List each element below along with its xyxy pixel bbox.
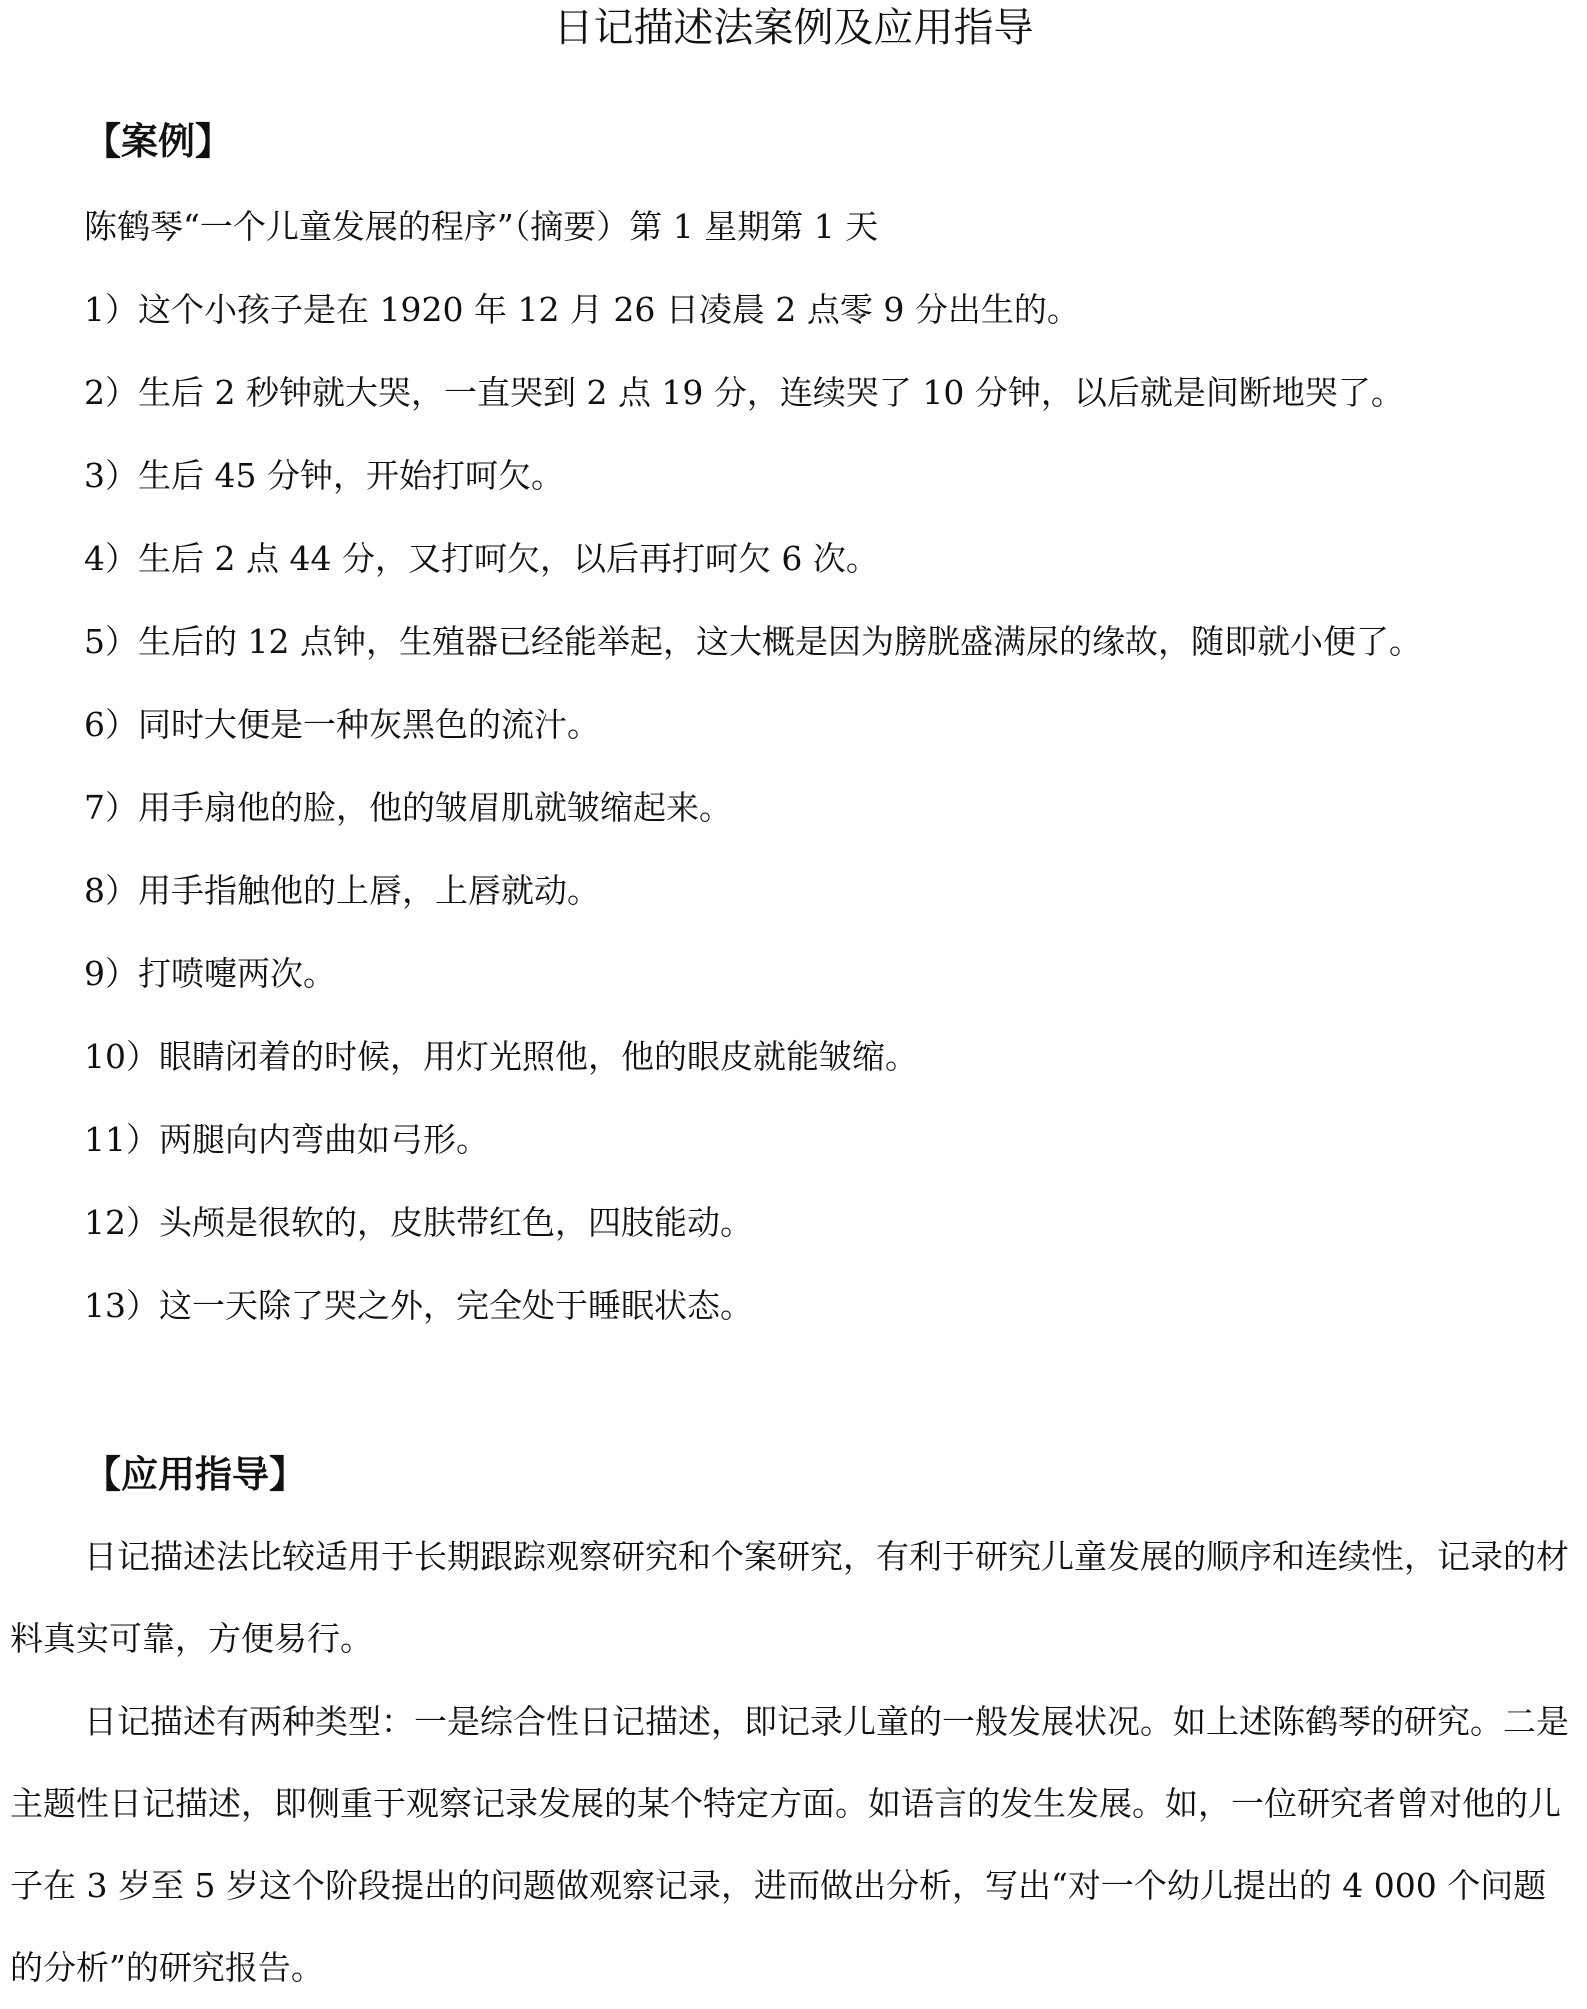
case-item: 12）头颅是很软的，皮肤带红色，四肢能动。 <box>84 1203 753 1242</box>
case-intro: 陈鹤琴“一个儿童发展的程序”（摘要）第 1 星期第 1 天 <box>84 207 879 246</box>
case-item: 1）这个小孩子是在 1920 年 12 月 26 日凌晨 2 点零 9 分出生的。 <box>84 290 1080 329</box>
guide-paragraph: 日记描述有两种类型：一是综合性日记描述，即记录儿童的一般发展状况。如上述陈鹤琴的研究。二是主题性日记描述，即侧重于观察记录发展的某个特定方面。如语言的发生发展。如，一位研究者曾对他的儿子在 3 岁至 5 岁这个阶段提出的问题做观察记录，进而做出分析，写出“对一个幼儿提出的 4 000 个问题的分析”的研究报告。 <box>10 1702 1569 1987</box>
case-item: 3）生后 45 分钟，开始打呵欠。 <box>84 456 564 495</box>
case-item: 11）两腿向内弯曲如弓形。 <box>84 1120 489 1159</box>
case-item: 7）用手扇他的脸，他的皱眉肌就皱缩起来。 <box>84 788 732 827</box>
document-title: 日记描述法案例及应用指导 <box>553 5 1034 51</box>
case-item: 13）这一天除了哭之外，完全处于睡眠状态。 <box>84 1286 753 1325</box>
case-item: 4）生后 2 点 44 分，又打呵欠，以后再打呵欠 6 次。 <box>84 539 879 578</box>
case-section-heading: 【案例】 <box>84 120 232 163</box>
case-item: 8）用手指触他的上唇，上唇就动。 <box>84 871 600 910</box>
case-item: 10）眼睛闭着的时候，用灯光照他，他的眼皮就能皱缩。 <box>84 1037 918 1076</box>
guide-section-heading: 【应用指导】 <box>84 1453 306 1496</box>
case-item: 6）同时大便是一种灰黑色的流汁。 <box>84 705 600 744</box>
case-item: 5）生后的 12 点钟，生殖器已经能举起，这大概是因为膀胱盛满尿的缘故，随即就小便了。 <box>84 622 1422 661</box>
case-item: 9）打喷嚏两次。 <box>84 954 336 993</box>
case-item: 2）生后 2 秒钟就大哭，一直哭到 2 点 19 分，连续哭了 10 分钟，以后就是间断地哭了。 <box>84 373 1404 412</box>
guide-paragraph: 日记描述法比较适用于长期跟踪观察研究和个案研究，有利于研究儿童发展的顺序和连续性，记录的材料真实可靠，方便易行。 <box>10 1537 1569 1658</box>
